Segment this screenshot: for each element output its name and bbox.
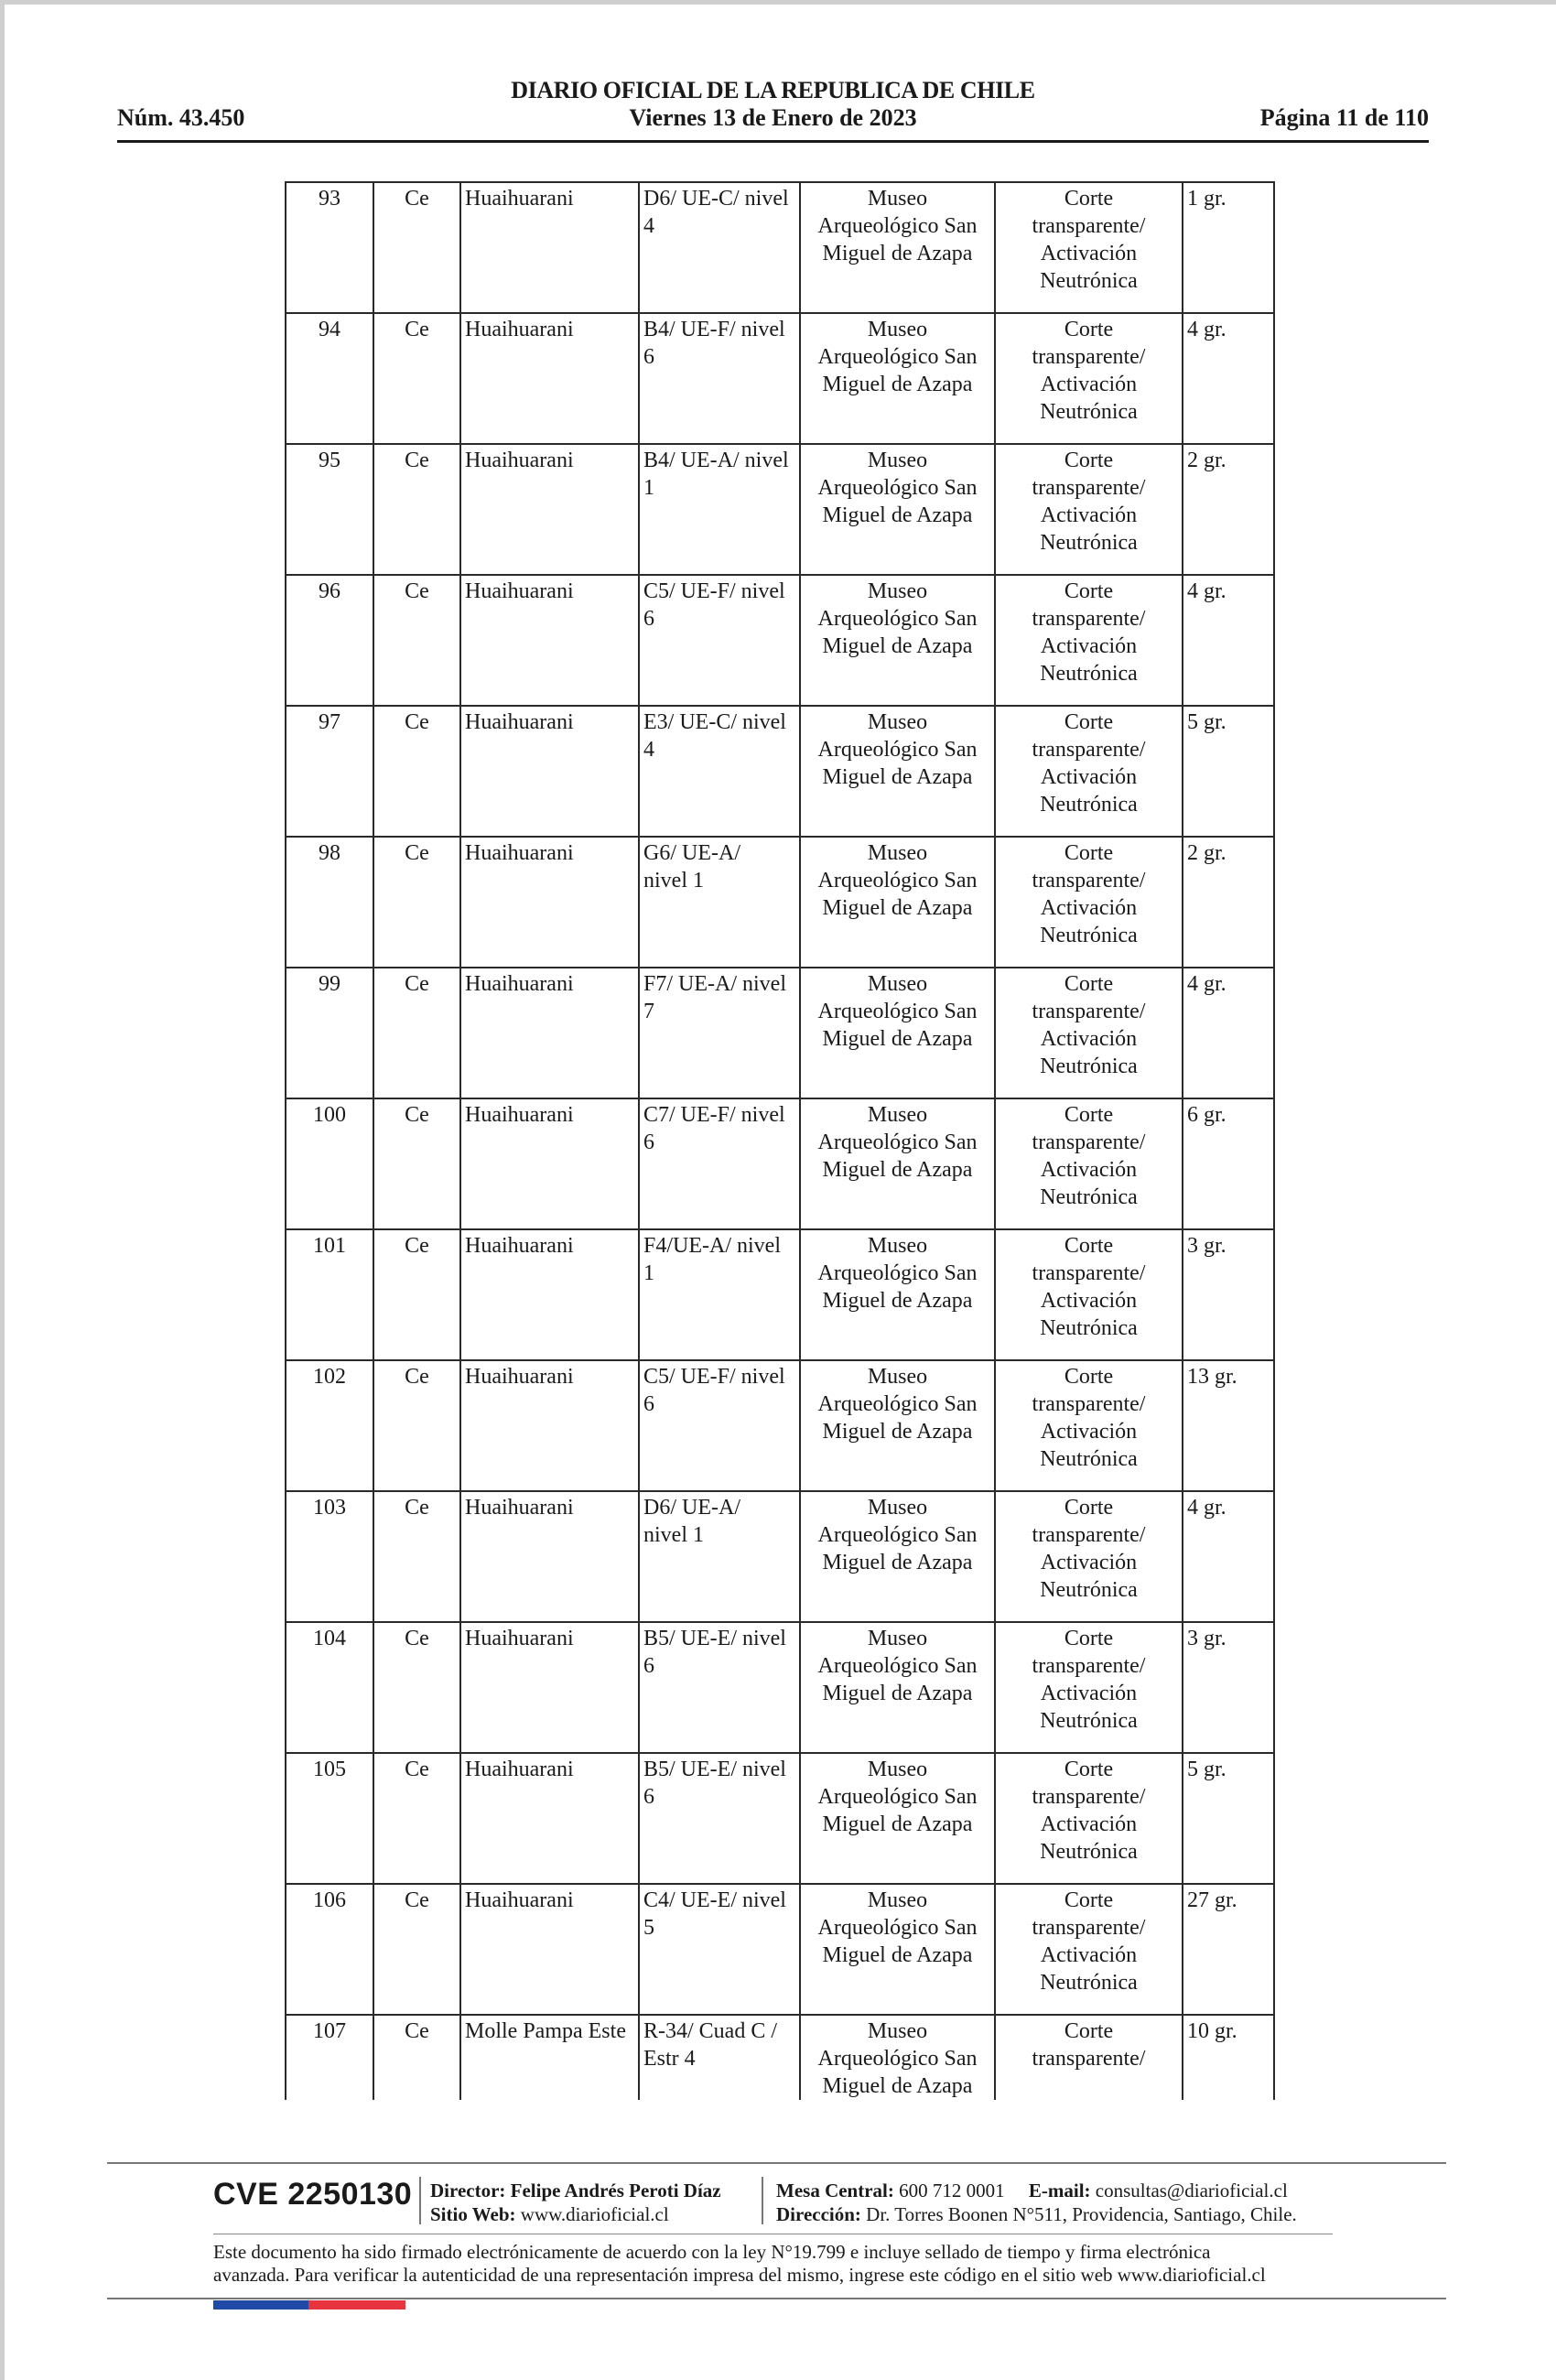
unit-level: D6/ UE-C/ nivel 4 bbox=[643, 187, 789, 238]
row-number: 106 bbox=[313, 1888, 346, 1912]
analysis-technique: Corte transparente/ Activación Neutrónica bbox=[1032, 1758, 1146, 1864]
museum-name-cell bbox=[800, 182, 995, 313]
row-number-cell bbox=[286, 1098, 373, 1229]
sample-quantity: 5 gr. bbox=[1187, 710, 1226, 734]
legal-line: avanzada. Para verificar la autenticidad de una representación impresa del mismo, ingrese este código en el sitio web www.diarioficial.cl bbox=[213, 2264, 1266, 2286]
museum-name-cell bbox=[800, 313, 995, 444]
samples-table-body bbox=[286, 182, 1274, 2100]
museum-name-cell bbox=[800, 1098, 995, 1229]
material-code: Ce bbox=[405, 449, 429, 472]
row-number: 105 bbox=[313, 1758, 346, 1781]
material-code: Ce bbox=[405, 1758, 429, 1781]
sample-quantity-cell bbox=[1183, 444, 1274, 575]
museum-name-cell bbox=[800, 968, 995, 1098]
table-row bbox=[286, 182, 1274, 313]
sample-quantity: 27 gr. bbox=[1187, 1888, 1237, 1912]
publication-title: DIARIO OFICIAL DE LA REPUBLICA DE CHILE bbox=[511, 77, 1035, 103]
footer-separator bbox=[419, 2177, 421, 2224]
sample-quantity-cell bbox=[1183, 968, 1274, 1098]
site-name-cell bbox=[460, 706, 639, 837]
material-code: Ce bbox=[405, 1103, 429, 1127]
table-row bbox=[286, 1360, 1274, 1491]
unit-level-cell bbox=[639, 1753, 800, 1884]
legal-notice bbox=[213, 2241, 1367, 2287]
museum-name: Museo Arqueológico San Miguel de Azapa bbox=[817, 449, 978, 527]
unit-level-cell bbox=[639, 1360, 800, 1491]
analysis-technique: Corte transparente/ Activación Neutrónica bbox=[1032, 187, 1146, 293]
museum-name-cell bbox=[800, 1360, 995, 1491]
unit-level: B4/ UE-F/ nivel 6 bbox=[643, 318, 785, 369]
director-name: Felipe Andrés Peroti Díaz bbox=[510, 2180, 721, 2202]
sample-quantity-cell bbox=[1183, 837, 1274, 968]
analysis-technique: Corte transparente/ Activación Neutrónica bbox=[1032, 579, 1146, 686]
unit-level: E3/ UE-C/ nivel 4 bbox=[643, 710, 786, 762]
site-name-cell bbox=[460, 968, 639, 1098]
unit-level-cell bbox=[639, 182, 800, 313]
unit-level: C4/ UE-E/ nivel 5 bbox=[643, 1888, 786, 1940]
row-number-cell bbox=[286, 1491, 373, 1622]
flag-stripe-blue bbox=[213, 2300, 308, 2310]
analysis-technique-cell bbox=[995, 444, 1183, 575]
unit-level: G6/ UE-A/ nivel 1 bbox=[643, 841, 740, 892]
analysis-technique: Corte transparente/ Activación Neutrónica bbox=[1032, 1234, 1146, 1340]
sample-quantity: 3 gr. bbox=[1187, 1234, 1226, 1258]
row-number-cell bbox=[286, 182, 373, 313]
site-name: Huaihuarani bbox=[465, 318, 574, 341]
sample-quantity: 3 gr. bbox=[1187, 1627, 1226, 1650]
museum-name: Museo Arqueológico San Miguel de Azapa bbox=[817, 1496, 978, 1574]
analysis-technique: Corte transparente/ Activación Neutrónica bbox=[1032, 1103, 1146, 1209]
unit-level-cell bbox=[639, 1098, 800, 1229]
unit-level: C5/ UE-F/ nivel 6 bbox=[643, 1365, 785, 1416]
site-name-cell bbox=[460, 444, 639, 575]
unit-level-cell bbox=[639, 837, 800, 968]
material-code-cell bbox=[373, 575, 460, 706]
site-name-cell bbox=[460, 1098, 639, 1229]
sample-quantity: 10 gr. bbox=[1187, 2019, 1237, 2043]
row-number: 97 bbox=[319, 710, 340, 734]
table-row bbox=[286, 575, 1274, 706]
director-label: Director: bbox=[430, 2180, 506, 2202]
mesa-phone: 600 712 0001 bbox=[899, 2180, 1005, 2202]
legal-line: Este documento ha sido firmado electrónicamente de acuerdo con la ley N°19.799 e incluye sellado de tiempo y firma electrónica bbox=[213, 2241, 1211, 2263]
unit-level-cell bbox=[639, 1491, 800, 1622]
material-code: Ce bbox=[405, 1627, 429, 1650]
material-code-cell bbox=[373, 706, 460, 837]
analysis-technique-cell bbox=[995, 182, 1183, 313]
analysis-technique-cell bbox=[995, 575, 1183, 706]
museum-name: Museo Arqueológico San Miguel de Azapa bbox=[817, 579, 978, 658]
issue-number: Núm. 43.450 bbox=[117, 104, 245, 131]
material-code-cell bbox=[373, 182, 460, 313]
sample-quantity-cell bbox=[1183, 182, 1274, 313]
row-number: 101 bbox=[313, 1234, 346, 1258]
site-name-cell bbox=[460, 2015, 639, 2100]
unit-level: F7/ UE-A/ nivel 7 bbox=[643, 972, 786, 1023]
material-code-cell bbox=[373, 1622, 460, 1753]
sample-quantity: 2 gr. bbox=[1187, 449, 1226, 472]
museum-name-cell bbox=[800, 1884, 995, 2015]
website-label: Sitio Web: bbox=[430, 2203, 516, 2225]
row-number-cell bbox=[286, 1229, 373, 1360]
analysis-technique: Corte transparente/ Activación Neutrónica bbox=[1032, 841, 1146, 947]
email-link[interactable]: consultas@diarioficial.cl bbox=[1095, 2180, 1288, 2202]
analysis-technique-cell bbox=[995, 1753, 1183, 1884]
footer-rule-top bbox=[107, 2162, 1446, 2164]
material-code-cell bbox=[373, 1884, 460, 2015]
analysis-technique: Corte transparente/ Activación Neutrónica bbox=[1032, 318, 1146, 424]
sample-quantity-cell bbox=[1183, 313, 1274, 444]
site-name: Huaihuarani bbox=[465, 1365, 574, 1389]
row-number: 93 bbox=[319, 187, 340, 211]
row-number: 107 bbox=[313, 2019, 346, 2043]
row-number-cell bbox=[286, 837, 373, 968]
row-number-cell bbox=[286, 1360, 373, 1491]
unit-level-cell bbox=[639, 1229, 800, 1360]
sample-quantity-cell bbox=[1183, 706, 1274, 837]
museum-name-cell bbox=[800, 444, 995, 575]
row-number: 99 bbox=[319, 972, 340, 996]
site-name: Huaihuarani bbox=[465, 1496, 574, 1520]
museum-name: Museo Arqueológico San Miguel de Azapa bbox=[817, 1103, 978, 1182]
site-name-cell bbox=[460, 1491, 639, 1622]
analysis-technique-cell bbox=[995, 1491, 1183, 1622]
site-name: Huaihuarani bbox=[465, 579, 574, 603]
site-name: Huaihuarani bbox=[465, 1627, 574, 1650]
analysis-technique-cell bbox=[995, 837, 1183, 968]
cve-code: CVE 2250130 bbox=[213, 2177, 413, 2212]
header-rule bbox=[117, 140, 1429, 143]
material-code-cell bbox=[373, 444, 460, 575]
material-code: Ce bbox=[405, 1496, 429, 1520]
row-number-cell bbox=[286, 706, 373, 837]
material-code-cell bbox=[373, 1491, 460, 1622]
footer-rule-bottom bbox=[107, 2298, 1446, 2299]
site-name: Huaihuarani bbox=[465, 449, 574, 472]
site-name-cell bbox=[460, 1884, 639, 2015]
sample-quantity-cell bbox=[1183, 1753, 1274, 1884]
footer-director-block bbox=[430, 2179, 721, 2226]
site-name-cell bbox=[460, 575, 639, 706]
site-name-cell bbox=[460, 182, 639, 313]
site-name-cell bbox=[460, 313, 639, 444]
sample-quantity-cell bbox=[1183, 1360, 1274, 1491]
email-label: E-mail: bbox=[1028, 2180, 1091, 2202]
sample-quantity-cell bbox=[1183, 2015, 1274, 2100]
sample-quantity-cell bbox=[1183, 575, 1274, 706]
unit-level-cell bbox=[639, 2015, 800, 2100]
material-code: Ce bbox=[405, 710, 429, 734]
site-name-cell bbox=[460, 1360, 639, 1491]
unit-level: C5/ UE-F/ nivel 6 bbox=[643, 579, 785, 631]
address-label: Dirección: bbox=[776, 2203, 861, 2225]
table-row bbox=[286, 1229, 1274, 1360]
unit-level-cell bbox=[639, 968, 800, 1098]
analysis-technique: Corte transparente/ Activación Neutrónica bbox=[1032, 1365, 1146, 1471]
table-row bbox=[286, 444, 1274, 575]
analysis-technique: Corte transparente/ bbox=[1032, 2019, 1146, 2071]
table-row bbox=[286, 837, 1274, 968]
sample-quantity: 4 gr. bbox=[1187, 579, 1226, 603]
sample-quantity-cell bbox=[1183, 1098, 1274, 1229]
row-number-cell bbox=[286, 1622, 373, 1753]
unit-level-cell bbox=[639, 313, 800, 444]
site-name: Huaihuarani bbox=[465, 1888, 574, 1912]
analysis-technique: Corte transparente/ Activación Neutrónica bbox=[1032, 1888, 1146, 1995]
table-row bbox=[286, 1622, 1274, 1753]
unit-level: C7/ UE-F/ nivel 6 bbox=[643, 1103, 785, 1154]
analysis-technique-cell bbox=[995, 2015, 1183, 2100]
samples-table bbox=[285, 181, 1275, 2100]
museum-name-cell bbox=[800, 575, 995, 706]
analysis-technique: Corte transparente/ Activación Neutrónica bbox=[1032, 449, 1146, 555]
analysis-technique-cell bbox=[995, 1098, 1183, 1229]
material-code: Ce bbox=[405, 1365, 429, 1389]
table-row bbox=[286, 2015, 1274, 2100]
mesa-label: Mesa Central: bbox=[776, 2180, 894, 2202]
page-number: Página 11 de 110 bbox=[1259, 104, 1429, 131]
site-name: Huaihuarani bbox=[465, 1758, 574, 1781]
row-number: 100 bbox=[313, 1103, 346, 1127]
analysis-technique: Corte transparente/ Activación Neutrónica bbox=[1032, 710, 1146, 817]
museum-name-cell bbox=[800, 1229, 995, 1360]
table-row bbox=[286, 1491, 1274, 1622]
museum-name: Museo Arqueológico San Miguel de Azapa bbox=[817, 1365, 978, 1444]
sample-quantity-cell bbox=[1183, 1884, 1274, 2015]
row-number: 95 bbox=[319, 449, 340, 472]
sample-quantity: 2 gr. bbox=[1187, 841, 1226, 865]
sample-quantity: 4 gr. bbox=[1187, 1496, 1226, 1520]
row-number: 104 bbox=[313, 1627, 346, 1650]
table-row bbox=[286, 313, 1274, 444]
site-name: Huaihuarani bbox=[465, 187, 574, 211]
row-number: 98 bbox=[319, 841, 340, 865]
museum-name: Museo Arqueológico San Miguel de Azapa bbox=[817, 710, 978, 789]
museum-name-cell bbox=[800, 706, 995, 837]
site-name: Huaihuarani bbox=[465, 972, 574, 996]
page-header bbox=[117, 73, 1429, 146]
site-name-cell bbox=[460, 837, 639, 968]
museum-name: Museo Arqueológico San Miguel de Azapa bbox=[817, 841, 978, 920]
site-name: Huaihuarani bbox=[465, 1103, 574, 1127]
museum-name-cell bbox=[800, 1491, 995, 1622]
site-name-cell bbox=[460, 1229, 639, 1360]
site-name: Huaihuarani bbox=[465, 841, 574, 865]
unit-level-cell bbox=[639, 706, 800, 837]
site-name: Huaihuarani bbox=[465, 710, 574, 734]
analysis-technique: Corte transparente/ Activación Neutrónica bbox=[1032, 972, 1146, 1078]
analysis-technique: Corte transparente/ Activación Neutrónica bbox=[1032, 1627, 1146, 1733]
analysis-technique-cell bbox=[995, 1622, 1183, 1753]
material-code: Ce bbox=[405, 1234, 429, 1258]
museum-name: Museo Arqueológico San Miguel de Azapa bbox=[817, 972, 978, 1051]
flag-stripe-red bbox=[308, 2300, 405, 2310]
row-number-cell bbox=[286, 2015, 373, 2100]
material-code: Ce bbox=[405, 318, 429, 341]
row-number-cell bbox=[286, 313, 373, 444]
analysis-technique-cell bbox=[995, 706, 1183, 837]
museum-name-cell bbox=[800, 837, 995, 968]
row-number: 103 bbox=[313, 1496, 346, 1520]
analysis-technique-cell bbox=[995, 1229, 1183, 1360]
unit-level-cell bbox=[639, 1884, 800, 2015]
unit-level-cell bbox=[639, 1622, 800, 1753]
museum-name: Museo Arqueológico San Miguel de Azapa bbox=[817, 1758, 978, 1836]
row-number: 102 bbox=[313, 1365, 346, 1389]
footer-contact-block bbox=[776, 2179, 1297, 2226]
sample-quantity: 6 gr. bbox=[1187, 1103, 1226, 1127]
row-number-cell bbox=[286, 1753, 373, 1884]
address-value: Dr. Torres Boonen N°511, Providencia, Santiago, Chile. bbox=[866, 2203, 1297, 2225]
analysis-technique: Corte transparente/ Activación Neutrónica bbox=[1032, 1496, 1146, 1602]
row-number: 94 bbox=[319, 318, 340, 341]
table-row bbox=[286, 1884, 1274, 2015]
site-name: Molle Pampa Este bbox=[465, 2019, 626, 2043]
unit-level: B5/ UE-E/ nivel 6 bbox=[643, 1627, 786, 1678]
material-code: Ce bbox=[405, 2019, 429, 2043]
site-name-cell bbox=[460, 1753, 639, 1884]
material-code: Ce bbox=[405, 579, 429, 603]
museum-name: Museo Arqueológico San Miguel de Azapa bbox=[817, 1234, 978, 1313]
table-row bbox=[286, 1753, 1274, 1884]
material-code-cell bbox=[373, 2015, 460, 2100]
analysis-technique-cell bbox=[995, 313, 1183, 444]
site-name-cell bbox=[460, 1622, 639, 1753]
row-number-cell bbox=[286, 444, 373, 575]
museum-name: Museo Arqueológico San Miguel de Azapa bbox=[817, 1627, 978, 1705]
sample-quantity: 1 gr. bbox=[1187, 187, 1226, 211]
analysis-technique-cell bbox=[995, 968, 1183, 1098]
museum-name-cell bbox=[800, 2015, 995, 2100]
unit-level-cell bbox=[639, 575, 800, 706]
sample-quantity: 13 gr. bbox=[1187, 1365, 1237, 1389]
website-link[interactable]: www.diarioficial.cl bbox=[520, 2203, 669, 2225]
sample-quantity: 5 gr. bbox=[1187, 1758, 1226, 1781]
material-code-cell bbox=[373, 1098, 460, 1229]
material-code-cell bbox=[373, 1753, 460, 1884]
sample-quantity: 4 gr. bbox=[1187, 972, 1226, 996]
issue-date: Viernes 13 de Enero de 2023 bbox=[629, 104, 917, 131]
material-code-cell bbox=[373, 313, 460, 444]
material-code: Ce bbox=[405, 1888, 429, 1912]
museum-name: Museo Arqueológico San Miguel de Azapa bbox=[817, 187, 978, 265]
museum-name: Museo Arqueológico San Miguel de Azapa bbox=[817, 318, 978, 396]
sample-quantity-cell bbox=[1183, 1491, 1274, 1622]
material-code: Ce bbox=[405, 841, 429, 865]
museum-name: Museo Arqueológico San Miguel de Azapa bbox=[817, 1888, 978, 1967]
material-code-cell bbox=[373, 837, 460, 968]
material-code-cell bbox=[373, 1360, 460, 1491]
unit-level-cell bbox=[639, 444, 800, 575]
sample-quantity-cell bbox=[1183, 1229, 1274, 1360]
museum-name: Museo Arqueológico San Miguel de Azapa bbox=[817, 2019, 978, 2098]
row-number-cell bbox=[286, 1884, 373, 2015]
footer-separator bbox=[762, 2177, 763, 2224]
unit-level: D6/ UE-A/ nivel 1 bbox=[643, 1496, 740, 1547]
table-row bbox=[286, 968, 1274, 1098]
museum-name-cell bbox=[800, 1753, 995, 1884]
material-code: Ce bbox=[405, 187, 429, 211]
unit-level: R-34/ Cuad C / Estr 4 bbox=[643, 2019, 778, 2071]
site-name: Huaihuarani bbox=[465, 1234, 574, 1258]
row-number-cell bbox=[286, 968, 373, 1098]
analysis-technique-cell bbox=[995, 1884, 1183, 2015]
unit-level: F4/UE-A/ nivel 1 bbox=[643, 1234, 781, 1285]
table-row bbox=[286, 1098, 1274, 1229]
sample-quantity-cell bbox=[1183, 1622, 1274, 1753]
material-code: Ce bbox=[405, 972, 429, 996]
analysis-technique-cell bbox=[995, 1360, 1183, 1491]
row-number: 96 bbox=[319, 579, 340, 603]
sample-quantity: 4 gr. bbox=[1187, 318, 1226, 341]
material-code-cell bbox=[373, 1229, 460, 1360]
table-row bbox=[286, 706, 1274, 837]
row-number-cell bbox=[286, 575, 373, 706]
unit-level: B4/ UE-A/ nivel 1 bbox=[643, 449, 789, 500]
material-code-cell bbox=[373, 968, 460, 1098]
museum-name-cell bbox=[800, 1622, 995, 1753]
unit-level: B5/ UE-E/ nivel 6 bbox=[643, 1758, 786, 1809]
